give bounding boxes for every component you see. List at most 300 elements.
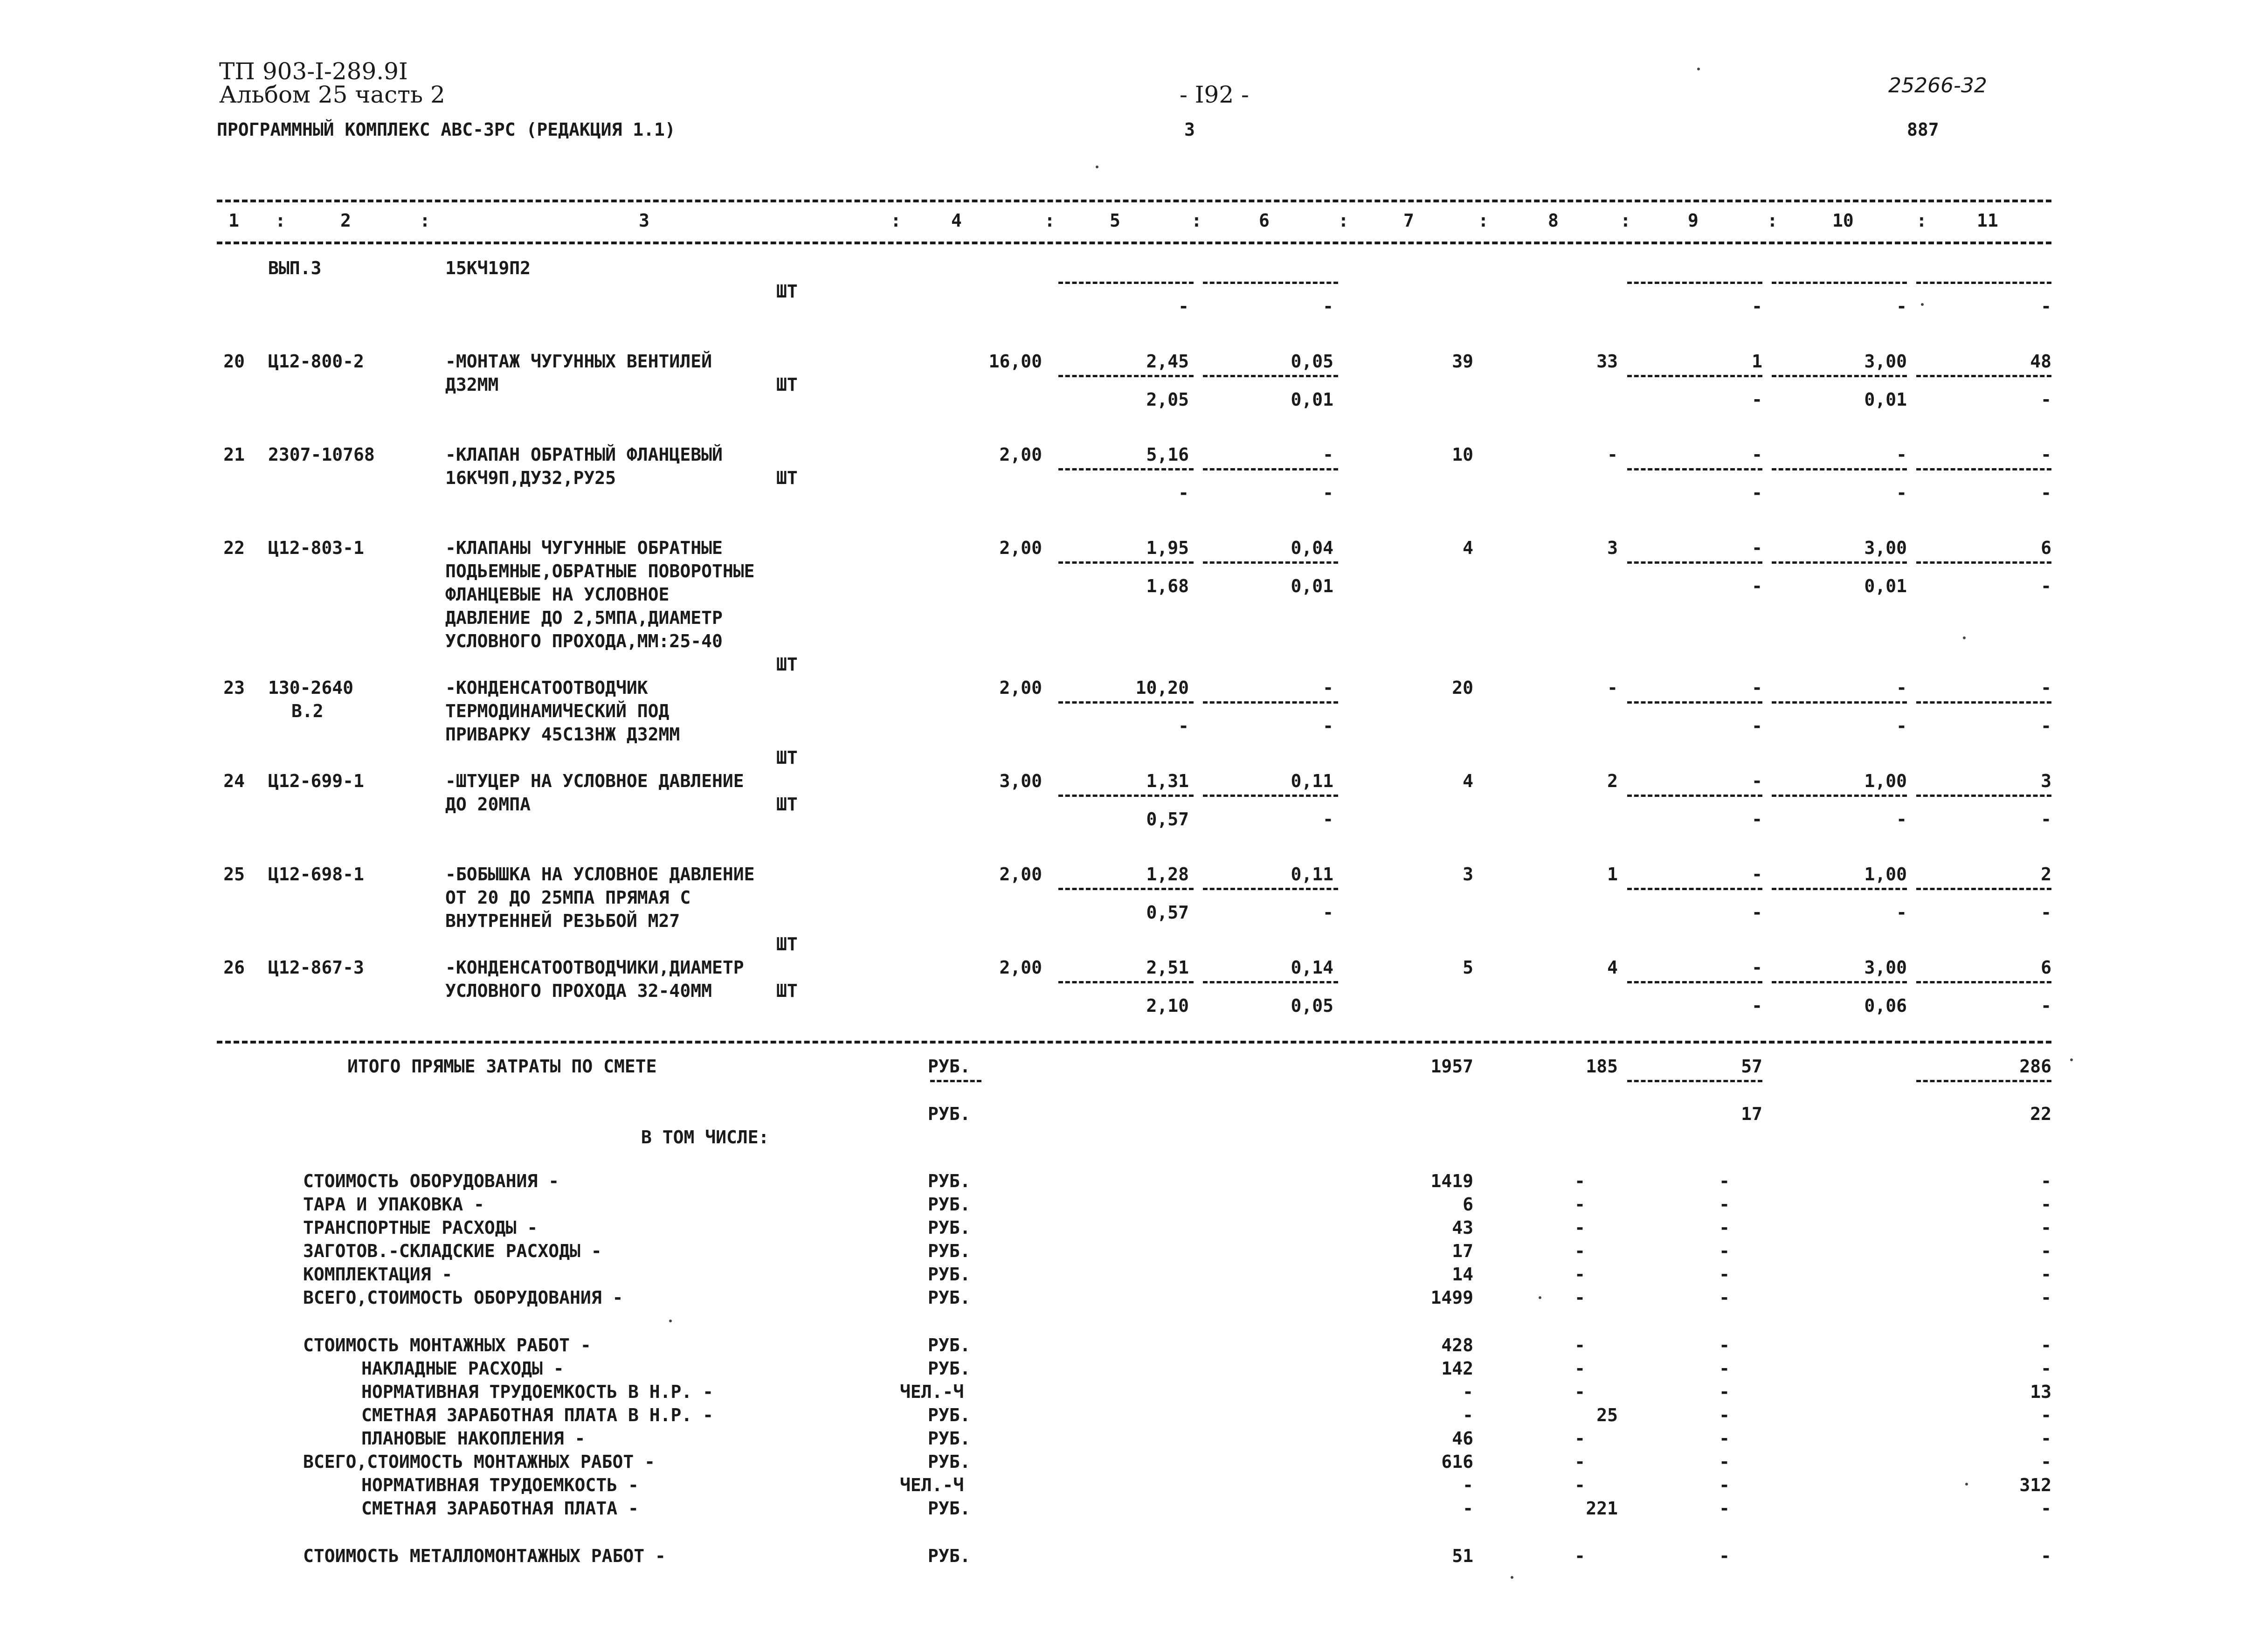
unit-cost-total-sub: 2,05 bbox=[1146, 389, 1189, 410]
column-number: 8 bbox=[1548, 210, 1559, 231]
summary-unit: РУБ. bbox=[928, 1241, 971, 1261]
cell-divider bbox=[1058, 282, 1194, 284]
scan-speck bbox=[2070, 1058, 2073, 1061]
doc-designation: ТП 903-I-289.9I bbox=[219, 58, 408, 85]
summary-labor: - bbox=[2041, 1428, 2051, 1449]
summary-label: ВСЕГО,СТОИМОСТЬ МОНТАЖНЫХ РАБОТ - bbox=[303, 1452, 655, 1472]
unit-cost-total-sub: 2,10 bbox=[1146, 995, 1189, 1016]
machine-cost-sub: - bbox=[1752, 576, 1762, 596]
cell-divider bbox=[1772, 981, 1907, 983]
unit-cost-total-sub: 1,68 bbox=[1146, 576, 1189, 596]
unit-cost-total: 1,31 bbox=[1146, 771, 1189, 791]
labor-total-sub: - bbox=[2041, 483, 2051, 503]
summary-machine: - bbox=[1719, 1171, 1730, 1191]
item-description: 16КЧ9П,ДУ32,РУ25 bbox=[445, 468, 616, 488]
totals-cost: 1957 bbox=[1430, 1056, 1473, 1077]
item-description: -КОНДЕНСАТООТВОДЧИКИ,ДИАМЕТР bbox=[445, 957, 744, 978]
cell-divider bbox=[1772, 375, 1907, 377]
item-quantity: 16,00 bbox=[988, 351, 1042, 372]
unit-cost-wages-sub: 0,01 bbox=[1291, 389, 1333, 410]
item-code: 2307-10768 bbox=[268, 444, 375, 465]
summary-label: ВСЕГО,СТОИМОСТЬ ОБОРУДОВАНИЯ - bbox=[303, 1287, 623, 1308]
item-number: 26 bbox=[223, 957, 245, 978]
summary-labor: - bbox=[2041, 1405, 2051, 1425]
unit-cost-total: 10,20 bbox=[1135, 677, 1189, 698]
unit-cost-total-sub: - bbox=[1178, 483, 1189, 503]
totals-labor-sub: 22 bbox=[2030, 1104, 2051, 1124]
cell-divider bbox=[1203, 888, 1338, 890]
cell-divider bbox=[1203, 701, 1338, 704]
summary-label: НОРМАТИВНАЯ ТРУДОЕМКОСТЬ - bbox=[361, 1475, 639, 1495]
page-sub-number: 3 bbox=[1184, 119, 1195, 140]
cell-divider bbox=[1058, 981, 1194, 983]
summary-machine: - bbox=[1719, 1546, 1730, 1566]
cell-divider bbox=[1058, 561, 1194, 564]
labor-unit: 3,00 bbox=[1864, 538, 1907, 558]
unit-cost-wages-sub: 0,01 bbox=[1291, 576, 1333, 596]
summary-wages: 25 bbox=[1596, 1405, 1618, 1425]
program-title: ПРОГРАММНЫЙ КОМПЛЕКС АВС-ЗРС (РЕДАКЦИЯ 1.1) bbox=[217, 119, 676, 140]
column-separator: : bbox=[1620, 210, 1631, 231]
summary-machine: - bbox=[1719, 1452, 1730, 1472]
machine-cost: - bbox=[1752, 677, 1762, 698]
summary-cost: 142 bbox=[1441, 1358, 1473, 1379]
summary-labor: - bbox=[2041, 1335, 2051, 1355]
item-number: 20 bbox=[223, 351, 245, 372]
unit-cost-total: 1,95 bbox=[1146, 538, 1189, 558]
cell-divider bbox=[1627, 888, 1762, 890]
unit-cost-wages: 0,05 bbox=[1291, 351, 1333, 372]
scan-speck bbox=[1697, 68, 1700, 70]
item-quantity: 2,00 bbox=[999, 538, 1042, 558]
item-number: 23 bbox=[223, 677, 245, 698]
summary-machine: - bbox=[1719, 1358, 1730, 1379]
item-description: -КЛАПАНЫ ЧУГУННЫЕ ОБРАТНЫЕ bbox=[445, 538, 723, 558]
summary-unit: РУБ. bbox=[928, 1264, 971, 1285]
summary-wages: - bbox=[1574, 1428, 1585, 1449]
unit-cost-wages-sub: - bbox=[1323, 296, 1333, 317]
summary-machine: - bbox=[1719, 1287, 1730, 1308]
item-description: -МОНТАЖ ЧУГУННЫХ ВЕНТИЛЕЙ bbox=[445, 351, 712, 372]
unit-cost-wages: - bbox=[1323, 677, 1333, 698]
summary-label: ЗАГОТОВ.-СКЛАДСКИЕ РАСХОДЫ - bbox=[303, 1241, 602, 1261]
column-separator: : bbox=[1338, 210, 1349, 231]
summary-machine: - bbox=[1719, 1382, 1730, 1402]
summary-label: ТРАНСПОРТНЫЕ РАСХОДЫ - bbox=[303, 1217, 538, 1238]
labor-total-sub: - bbox=[2041, 809, 2051, 829]
cell-divider bbox=[1627, 468, 1762, 470]
unit-cost-total: 5,16 bbox=[1146, 444, 1189, 465]
column-number: 9 bbox=[1688, 210, 1699, 231]
total-cost: 3 bbox=[1463, 864, 1473, 885]
summary-machine: - bbox=[1719, 1405, 1730, 1425]
summary-wages: - bbox=[1574, 1171, 1585, 1191]
total-wages: 33 bbox=[1596, 351, 1618, 372]
summary-label: НАКЛАДНЫЕ РАСХОДЫ - bbox=[361, 1358, 564, 1379]
labor-unit-sub: - bbox=[1896, 296, 1907, 317]
cell-divider bbox=[1772, 561, 1907, 564]
item-code: Ц12-800-2 bbox=[268, 351, 364, 372]
unit-cost-total: 1,28 bbox=[1146, 864, 1189, 885]
summary-label: НОРМАТИВНАЯ ТРУДОЕМКОСТЬ В Н.Р. - bbox=[361, 1382, 713, 1402]
machine-cost: 1 bbox=[1752, 351, 1762, 372]
item-unit: ШТ bbox=[776, 747, 798, 768]
cell-divider bbox=[930, 1080, 981, 1082]
summary-labor: - bbox=[2041, 1194, 2051, 1215]
machine-cost-sub: - bbox=[1752, 296, 1762, 317]
summary-machine: - bbox=[1719, 1428, 1730, 1449]
summary-unit: РУБ. bbox=[928, 1452, 971, 1472]
cell-divider bbox=[1627, 282, 1762, 284]
unit-cost-wages: 0,11 bbox=[1291, 771, 1333, 791]
item-code: Ц12-699-1 bbox=[268, 771, 364, 791]
summary-labor: - bbox=[2041, 1287, 2051, 1308]
item-description: ТЕРМОДИНАМИЧЕСКИЙ ПОД bbox=[445, 701, 670, 721]
summary-machine: - bbox=[1719, 1217, 1730, 1238]
cell-divider bbox=[1058, 468, 1194, 470]
column-number: 10 bbox=[1832, 210, 1854, 231]
item-description: ДАВЛЕНИЕ ДО 2,5МПА,ДИАМЕТР bbox=[445, 608, 723, 628]
summary-unit: РУБ. bbox=[928, 1358, 971, 1379]
item-description: 15КЧ19П2 bbox=[445, 258, 531, 278]
summary-labor: - bbox=[2041, 1358, 2051, 1379]
table-rule bbox=[217, 1041, 2051, 1044]
summary-labor: - bbox=[2041, 1171, 2051, 1191]
item-code: ВЫП.3 bbox=[268, 258, 322, 278]
unit-cost-total: 2,45 bbox=[1146, 351, 1189, 372]
summary-wages: - bbox=[1574, 1194, 1585, 1215]
item-unit: ШТ bbox=[776, 281, 798, 302]
unit-cost-wages-sub: 0,05 bbox=[1291, 995, 1333, 1016]
cell-divider bbox=[1203, 561, 1338, 564]
totals-labor: 286 bbox=[2019, 1056, 2051, 1077]
item-code: Ц12-803-1 bbox=[268, 538, 364, 558]
table-rule bbox=[217, 242, 2051, 244]
cell-divider bbox=[1772, 795, 1907, 797]
cell-divider bbox=[1627, 561, 1762, 564]
item-number: 25 bbox=[223, 864, 245, 885]
cell-divider bbox=[1627, 375, 1762, 377]
column-separator: : bbox=[1044, 210, 1055, 231]
cell-divider bbox=[1203, 468, 1338, 470]
labor-unit-sub: - bbox=[1896, 716, 1907, 736]
machine-cost: - bbox=[1752, 771, 1762, 791]
machine-cost-sub: - bbox=[1752, 716, 1762, 736]
column-separator: : bbox=[1478, 210, 1489, 231]
scan-speck bbox=[669, 1320, 672, 1322]
summary-cost: 51 bbox=[1452, 1546, 1473, 1566]
column-number: 2 bbox=[340, 210, 351, 231]
unit-cost-wages-sub: - bbox=[1323, 483, 1333, 503]
total-wages: - bbox=[1607, 677, 1618, 698]
cell-divider bbox=[1203, 282, 1338, 284]
total-cost: 10 bbox=[1452, 444, 1473, 465]
summary-labor: - bbox=[2041, 1217, 2051, 1238]
summary-unit: РУБ. bbox=[928, 1217, 971, 1238]
scan-speck bbox=[1539, 1296, 1541, 1299]
scan-speck bbox=[1965, 1483, 1968, 1486]
column-separator: : bbox=[275, 210, 286, 231]
cell-divider bbox=[1916, 795, 2051, 797]
column-separator: : bbox=[1191, 210, 1202, 231]
item-number: 22 bbox=[223, 538, 245, 558]
unit-cost-wages: 0,14 bbox=[1291, 957, 1333, 978]
summary-wages: - bbox=[1574, 1358, 1585, 1379]
scan-speck bbox=[1921, 303, 1924, 306]
summary-unit: РУБ. bbox=[928, 1287, 971, 1308]
summary-labor: - bbox=[2041, 1264, 2051, 1285]
total-cost: 4 bbox=[1463, 771, 1473, 791]
cell-divider bbox=[1772, 282, 1907, 284]
labor-total-sub: - bbox=[2041, 576, 2051, 596]
labor-unit-sub: - bbox=[1896, 809, 1907, 829]
summary-wages: 221 bbox=[1586, 1498, 1618, 1519]
item-description: ФЛАНЦЕВЫЕ НА УСЛОВНОЕ bbox=[445, 584, 670, 605]
summary-label: СТОИМОСТЬ МОНТАЖНЫХ РАБОТ - bbox=[303, 1335, 591, 1355]
machine-cost: - bbox=[1752, 864, 1762, 885]
item-number: 24 bbox=[223, 771, 245, 791]
summary-cost: 616 bbox=[1441, 1452, 1473, 1472]
cell-divider bbox=[1058, 701, 1194, 704]
machine-cost: - bbox=[1752, 538, 1762, 558]
summary-machine: - bbox=[1719, 1475, 1730, 1495]
item-description: -БОБЫШКА НА УСЛОВНОЕ ДАВЛЕНИЕ bbox=[445, 864, 755, 885]
total-wages: 2 bbox=[1607, 771, 1618, 791]
labor-total: - bbox=[2041, 677, 2051, 698]
labor-total: 3 bbox=[2041, 771, 2051, 791]
unit-cost-total-sub: - bbox=[1178, 716, 1189, 736]
cell-divider bbox=[1916, 701, 2051, 704]
machine-cost-sub: - bbox=[1752, 902, 1762, 923]
summary-labor: - bbox=[2041, 1498, 2051, 1519]
summary-labor: - bbox=[2041, 1452, 2051, 1472]
machine-cost-sub: - bbox=[1752, 809, 1762, 829]
cell-divider bbox=[1058, 795, 1194, 797]
summary-wages: - bbox=[1574, 1452, 1585, 1472]
summary-cost: - bbox=[1463, 1475, 1473, 1495]
item-unit: ШТ bbox=[776, 794, 798, 815]
summary-cost: 43 bbox=[1452, 1217, 1473, 1238]
summary-label: ТАРА И УПАКОВКА - bbox=[303, 1194, 484, 1215]
summary-cost: - bbox=[1463, 1382, 1473, 1402]
table-rule bbox=[217, 200, 2051, 202]
labor-unit-sub: 0,01 bbox=[1864, 389, 1907, 410]
summary-unit: РУБ. bbox=[928, 1405, 971, 1425]
total-cost: 39 bbox=[1452, 351, 1473, 372]
cell-divider bbox=[1916, 561, 2051, 564]
cell-divider bbox=[1916, 888, 2051, 890]
summary-unit: РУБ. bbox=[928, 1428, 971, 1449]
column-number: 4 bbox=[951, 210, 962, 231]
labor-total: 48 bbox=[2030, 351, 2051, 372]
totals-machine-sub: 17 bbox=[1741, 1104, 1762, 1124]
cell-divider bbox=[1058, 888, 1194, 890]
summary-cost: 14 bbox=[1452, 1264, 1473, 1285]
column-number: 3 bbox=[639, 210, 649, 231]
column-number: 6 bbox=[1259, 210, 1270, 231]
summary-unit: ЧЕЛ.-Ч bbox=[900, 1475, 964, 1495]
item-quantity: 2,00 bbox=[999, 677, 1042, 698]
item-description: -КОНДЕНСАТООТВОДЧИК bbox=[445, 677, 648, 698]
summary-wages: - bbox=[1574, 1382, 1585, 1402]
item-description: Д32ММ bbox=[445, 374, 499, 395]
column-separator: : bbox=[1767, 210, 1778, 231]
labor-total-sub: - bbox=[2041, 296, 2051, 317]
labor-unit: 3,00 bbox=[1864, 351, 1907, 372]
unit-cost-total: 2,51 bbox=[1146, 957, 1189, 978]
summary-labor: - bbox=[2041, 1546, 2051, 1566]
item-description: ВНУТРЕННЕЙ РЕЗЬБОЙ М27 bbox=[445, 911, 680, 931]
summary-cost: 17 bbox=[1452, 1241, 1473, 1261]
total-cost: 4 bbox=[1463, 538, 1473, 558]
item-quantity: 3,00 bbox=[999, 771, 1042, 791]
summary-labor: 312 bbox=[2019, 1475, 2051, 1495]
cell-divider bbox=[1203, 795, 1338, 797]
labor-unit-sub: - bbox=[1896, 483, 1907, 503]
item-code-suffix: В.2 bbox=[291, 701, 324, 721]
cell-divider bbox=[1916, 282, 2051, 284]
unit-cost-wages: 0,04 bbox=[1291, 538, 1333, 558]
labor-total: 2 bbox=[2041, 864, 2051, 885]
total-wages: 3 bbox=[1607, 538, 1618, 558]
summary-cost: 1419 bbox=[1430, 1171, 1473, 1191]
machine-cost-sub: - bbox=[1752, 389, 1762, 410]
cell-divider bbox=[1916, 468, 2051, 470]
summary-machine: - bbox=[1719, 1194, 1730, 1215]
summary-label: ПЛАНОВЫЕ НАКОПЛЕНИЯ - bbox=[361, 1428, 586, 1449]
total-wages: - bbox=[1607, 444, 1618, 465]
unit-cost-wages-sub: - bbox=[1323, 809, 1333, 829]
totals-machine: 57 bbox=[1741, 1056, 1762, 1077]
summary-labor: 13 bbox=[2030, 1382, 2051, 1402]
item-unit: ШТ bbox=[776, 981, 798, 1001]
unit-cost-total-sub: - bbox=[1178, 296, 1189, 317]
item-unit: ШТ bbox=[776, 654, 798, 675]
labor-unit: - bbox=[1896, 444, 1907, 465]
item-description: УСЛОВНОГО ПРОХОДА,ММ:25-40 bbox=[445, 631, 723, 651]
item-code: Ц12-698-1 bbox=[268, 864, 364, 885]
summary-label: СМЕТНАЯ ЗАРАБОТНАЯ ПЛАТА - bbox=[361, 1498, 639, 1519]
labor-total-sub: - bbox=[2041, 995, 2051, 1016]
labor-unit-sub: 0,06 bbox=[1864, 995, 1907, 1016]
scan-speck bbox=[1096, 166, 1098, 168]
summary-wages: - bbox=[1574, 1264, 1585, 1285]
cell-divider bbox=[1772, 701, 1907, 704]
labor-total-sub: - bbox=[2041, 389, 2051, 410]
totals-unit: РУБ. bbox=[928, 1056, 971, 1077]
labor-total: 6 bbox=[2041, 957, 2051, 978]
summary-label: СМЕТНАЯ ЗАРАБОТНАЯ ПЛАТА В Н.Р. - bbox=[361, 1405, 713, 1425]
labor-total: - bbox=[2041, 444, 2051, 465]
unit-cost-wages: - bbox=[1323, 444, 1333, 465]
total-cost: 5 bbox=[1463, 957, 1473, 978]
item-quantity: 2,00 bbox=[999, 864, 1042, 885]
summary-cost: - bbox=[1463, 1405, 1473, 1425]
machine-cost: - bbox=[1752, 957, 1762, 978]
summary-cost: 46 bbox=[1452, 1428, 1473, 1449]
machine-cost-sub: - bbox=[1752, 995, 1762, 1016]
summary-wages: - bbox=[1574, 1241, 1585, 1261]
summary-cost: 6 bbox=[1463, 1194, 1473, 1215]
cell-divider bbox=[1627, 981, 1762, 983]
labor-total-sub: - bbox=[2041, 716, 2051, 736]
totals-label: ИТОГО ПРЯМЫЕ ЗАТРАТЫ ПО СМЕТЕ bbox=[347, 1056, 657, 1077]
summary-wages: - bbox=[1574, 1287, 1585, 1308]
summary-wages: - bbox=[1574, 1217, 1585, 1238]
cell-divider bbox=[1627, 701, 1762, 704]
summary-machine: - bbox=[1719, 1498, 1730, 1519]
cell-divider bbox=[1916, 981, 2051, 983]
summary-wages: - bbox=[1574, 1335, 1585, 1355]
archive-number: 25266-32 bbox=[1888, 74, 1987, 97]
summary-unit: РУБ. bbox=[928, 1194, 971, 1215]
summary-unit: РУБ. bbox=[928, 1546, 971, 1566]
item-unit: ШТ bbox=[776, 934, 798, 954]
summary-machine: - bbox=[1719, 1335, 1730, 1355]
unit-cost-wages-sub: - bbox=[1323, 902, 1333, 923]
item-description: ОТ 20 ДО 25МПА ПРЯМАЯ С bbox=[445, 887, 691, 908]
labor-total-sub: - bbox=[2041, 902, 2051, 923]
total-wages: 4 bbox=[1607, 957, 1618, 978]
summary-machine: - bbox=[1719, 1264, 1730, 1285]
labor-total: 6 bbox=[2041, 538, 2051, 558]
unit-cost-total-sub: 0,57 bbox=[1146, 809, 1189, 829]
including-heading: В ТОМ ЧИСЛЕ: bbox=[641, 1127, 769, 1147]
item-description: -КЛАПАН ОБРАТНЫЙ ФЛАНЦЕВЫЙ bbox=[445, 444, 723, 465]
unit-cost-wages-sub: - bbox=[1323, 716, 1333, 736]
column-number: 11 bbox=[1977, 210, 1998, 231]
cell-divider bbox=[1772, 888, 1907, 890]
item-description: УСЛОВНОГО ПРОХОДА 32-40ММ bbox=[445, 981, 712, 1001]
machine-cost-sub: - bbox=[1752, 483, 1762, 503]
totals-unit-sub: РУБ. bbox=[928, 1104, 971, 1124]
summary-cost: 1499 bbox=[1430, 1287, 1473, 1308]
summary-unit: РУБ. bbox=[928, 1335, 971, 1355]
column-number: 7 bbox=[1403, 210, 1414, 231]
unit-cost-wages: 0,11 bbox=[1291, 864, 1333, 885]
summary-label: КОМПЛЕКТАЦИЯ - bbox=[303, 1264, 453, 1285]
summary-cost: - bbox=[1463, 1498, 1473, 1519]
cell-divider bbox=[1627, 1080, 1762, 1082]
cell-divider bbox=[1058, 375, 1194, 377]
column-number: 5 bbox=[1110, 210, 1120, 231]
total-wages: 1 bbox=[1607, 864, 1618, 885]
summary-wages: - bbox=[1574, 1475, 1585, 1495]
item-description: -ШТУЦЕР НА УСЛОВНОЕ ДАВЛЕНИЕ bbox=[445, 771, 744, 791]
item-code: Ц12-867-3 bbox=[268, 957, 364, 978]
cell-divider bbox=[1203, 375, 1338, 377]
item-description: ПОДЬЕМНЫЕ,ОБРАТНЫЕ ПОВОРОТНЫЕ bbox=[445, 561, 755, 581]
column-separator: : bbox=[1916, 210, 1927, 231]
totals-wages: 185 bbox=[1586, 1056, 1618, 1077]
column-separator: : bbox=[420, 210, 430, 231]
item-code: 130-2640 bbox=[268, 677, 354, 698]
column-number: 1 bbox=[228, 210, 239, 231]
total-cost: 20 bbox=[1452, 677, 1473, 698]
item-number: 21 bbox=[223, 444, 245, 465]
unit-cost-total-sub: 0,57 bbox=[1146, 902, 1189, 923]
item-quantity: 2,00 bbox=[999, 957, 1042, 978]
item-quantity: 2,00 bbox=[999, 444, 1042, 465]
machine-cost: - bbox=[1752, 444, 1762, 465]
summary-labor: - bbox=[2041, 1241, 2051, 1261]
column-separator: : bbox=[891, 210, 901, 231]
scan-speck bbox=[1511, 1576, 1513, 1579]
archive-sub-number: 887 bbox=[1907, 119, 1939, 140]
cell-divider bbox=[1916, 375, 2051, 377]
item-description: ПРИВАРКУ 45С13НЖ Д32ММ bbox=[445, 724, 680, 745]
item-unit: ШТ bbox=[776, 374, 798, 395]
